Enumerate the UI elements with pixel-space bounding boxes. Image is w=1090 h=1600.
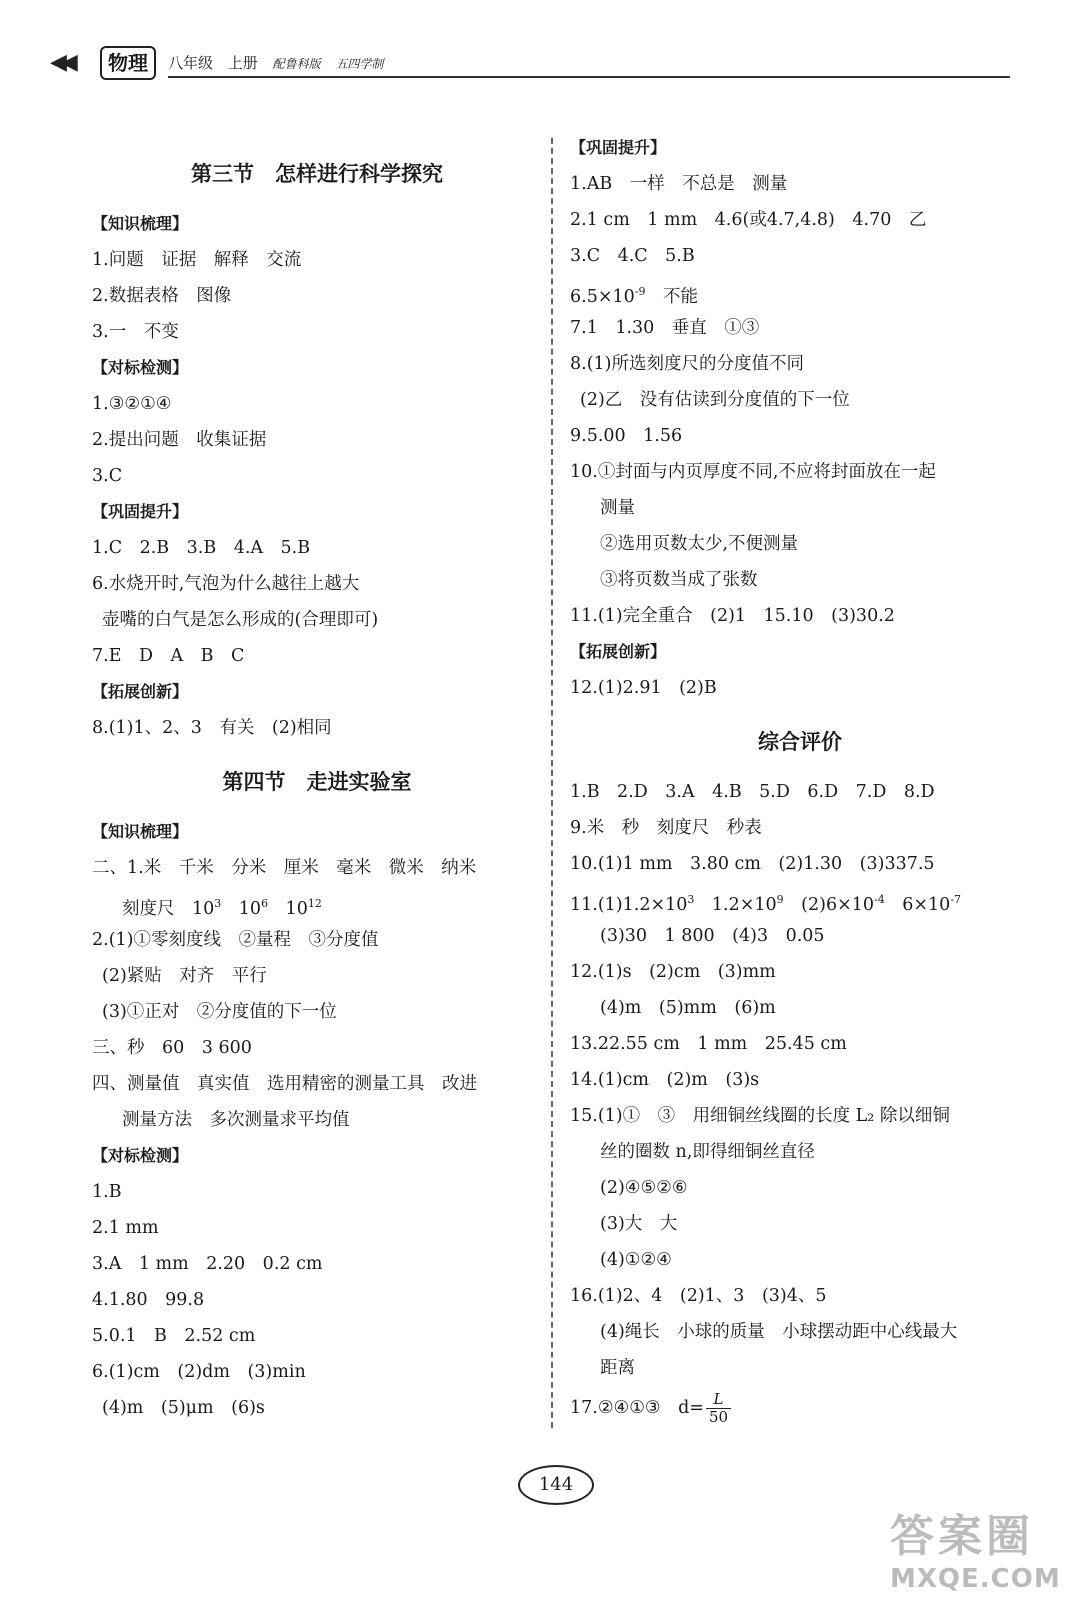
watermark-top: 答案圈 (890, 1511, 1034, 1562)
heading-check: 【对标检测】 (92, 358, 189, 377)
text-run: 17.②④①③ d= (570, 1398, 704, 1418)
answer-line: 3.A 1 mm 2.20 0.2 cm (92, 1254, 323, 1274)
heading-extend: 【拓展创新】 (92, 682, 189, 701)
answer-line: 1.C 2.B 3.B 4.A 5.B (92, 538, 311, 558)
text-run: 10 (268, 898, 308, 919)
answer-line: 14.(1)cm (2)m (3)s (570, 1070, 760, 1090)
section-title: 综合评价 (758, 730, 842, 754)
answer-line: 1.③②①④ (92, 394, 172, 414)
answer-line: 2.1 cm 1 mm 4.6(或4.7,4.8) 4.70 乙 (570, 210, 927, 230)
answer-line: 12.(1)2.91 (2)B (570, 678, 717, 698)
answer-line: (4)m (5)μm (6)s (102, 1398, 265, 1418)
answer-line: 2.提出问题 收集证据 (92, 430, 267, 450)
answer-line: 10.(1)1 mm 3.80 cm (2)1.30 (3)337.5 (570, 854, 935, 874)
answer-line: 15.(1)① ③ 用细铜丝线圈的长度 L₂ 除以细铜 (570, 1106, 950, 1126)
header-rule (168, 76, 1010, 78)
text-run: 6.5×10 (570, 286, 635, 307)
text-run: 不能 (645, 286, 698, 307)
answer-line: 6.水烧开时,气泡为什么越往上越大 (92, 574, 360, 594)
answer-line: 测量 (600, 498, 635, 518)
watermark-bottom: MXQE.COM (890, 1564, 1061, 1594)
volume-label: 上册 (227, 54, 258, 72)
answer-line: (4)①②④ (600, 1250, 672, 1270)
exponent: 9 (776, 893, 784, 906)
right-column (570, 130, 1030, 1430)
fraction (706, 1391, 731, 1426)
grade-label: 八年级 (168, 54, 214, 72)
answer-line: 10.①封面与内页厚度不同,不应将封面放在一起 (570, 462, 936, 482)
page-number: 144 (518, 1465, 594, 1505)
double-arrow-icon: ◀◀ (50, 50, 72, 75)
heading-check: 【对标检测】 (92, 1146, 189, 1165)
answer-line: 11.(1)完全重合 (2)1 15.10 (3)30.2 (570, 606, 895, 626)
subject-label: 物理 (100, 46, 156, 80)
exponent: 3 (687, 893, 695, 906)
answer-line: 测量方法 多次测量求平均值 (122, 1110, 350, 1130)
answer-line: (2)紧贴 对齐 平行 (102, 966, 267, 986)
watermark-logo (890, 1500, 1080, 1595)
text-run: 11.(1)1.2×10 (570, 894, 688, 915)
answer-line (570, 274, 1030, 310)
answer-line: 1.AB 一样 不总是 测量 (570, 174, 788, 194)
book-info (168, 52, 393, 73)
answer-line: 16.(1)2、4 (2)1、3 (3)4、5 (570, 1286, 827, 1306)
answer-line: (4)m (5)mm (6)m (600, 998, 776, 1018)
answer-line: (3)大 大 (600, 1214, 678, 1234)
exponent: 12 (307, 897, 322, 910)
answer-line: 8.(1)所选刻度尺的分度值不同 (570, 354, 804, 374)
answer-line: 二、1.米 千米 分米 厘米 毫米 微米 纳米 (92, 858, 477, 878)
answer-line: 5.0.1 B 2.52 cm (92, 1326, 256, 1346)
answer-line: 距离 (600, 1358, 635, 1378)
exponent: -7 (950, 893, 962, 906)
text-run: 1.2×10 (694, 894, 777, 915)
answer-line: 3.C (92, 466, 123, 486)
exponent: -9 (634, 285, 646, 298)
exponent: -4 (874, 893, 885, 906)
answer-line: (4)绳长 小球的质量 小球摆动距中心线最大 (600, 1322, 958, 1342)
system-label: 五四学制 (335, 57, 384, 71)
page-header (50, 44, 1010, 84)
answer-line: 2.数据表格 图像 (92, 286, 232, 306)
answer-line: 3.C 4.C 5.B (570, 246, 695, 266)
answer-line: 壶嘴的白气是怎么形成的(合理即可) (102, 610, 379, 630)
answer-line (570, 1386, 1030, 1430)
text-run: 6×10 (884, 894, 951, 915)
answer-line: 1.B (92, 1182, 122, 1202)
answer-line (92, 886, 542, 922)
answer-line: 丝的圈数 n,即得细铜丝直径 (600, 1142, 815, 1162)
exponent: 6 (261, 897, 269, 910)
answer-line: 四、测量值 真实值 选用精密的测量工具 改进 (92, 1074, 477, 1094)
heading-extend: 【拓展创新】 (570, 642, 667, 661)
answer-line: 3.一 不变 (92, 322, 179, 342)
answer-line: (2)乙 没有估读到分度值的下一位 (580, 390, 850, 410)
section-title: 第四节 走进实验室 (222, 770, 412, 794)
answer-line: 8.(1)1、2、3 有关 (2)相同 (92, 718, 332, 738)
section-title: 第三节 怎样进行科学探究 (191, 162, 443, 186)
text-run: 刻度尺 10 (122, 898, 215, 919)
heading-consolidate: 【巩固提升】 (570, 138, 667, 157)
answer-line: 6.(1)cm (2)dm (3)min (92, 1362, 306, 1382)
column-divider (551, 138, 553, 1428)
answer-line: 1.B 2.D 3.A 4.B 5.D 6.D 7.D 8.D (570, 782, 935, 802)
answer-line: (2)④⑤②⑥ (600, 1178, 688, 1198)
answer-line: 9.5.00 1.56 (570, 426, 683, 446)
answer-line: (3)①正对 ②分度值的下一位 (102, 1002, 337, 1022)
text-run: 10 (221, 898, 262, 919)
heading-knowledge: 【知识梳理】 (92, 214, 189, 233)
left-column (92, 130, 542, 1426)
answer-line: 4.1.80 99.8 (92, 1290, 205, 1310)
text-run: (2)6×10 (783, 894, 875, 915)
answer-line: 1.问题 证据 解释 交流 (92, 250, 302, 270)
edition-label: 配鲁科版 (272, 57, 321, 71)
answer-line: 2.(1)①零刻度线 ②量程 ③分度值 (92, 930, 379, 950)
answer-line: 三、秒 60 3 600 (92, 1038, 252, 1058)
answer-line: 12.(1)s (2)cm (3)mm (570, 962, 776, 982)
heading-consolidate: 【巩固提升】 (92, 502, 189, 521)
exponent: 3 (214, 897, 222, 910)
answer-line: (3)30 1 800 (4)3 0.05 (600, 926, 825, 946)
answer-line: ②选用页数太少,不便测量 (600, 534, 799, 554)
heading-knowledge: 【知识梳理】 (92, 822, 189, 841)
answer-line (570, 882, 1030, 918)
answer-line: 9.米 秒 刻度尺 秒表 (570, 818, 762, 838)
fraction-numerator: L (706, 1391, 731, 1409)
answer-line: 13.22.55 cm 1 mm 25.45 cm (570, 1034, 847, 1054)
answer-line: 7.E D A B C (92, 646, 245, 666)
fraction-denominator: 50 (708, 1408, 729, 1426)
answer-line: ③将页数当成了张数 (600, 570, 758, 590)
answer-line: 7.1 1.30 垂直 ①③ (570, 318, 760, 338)
answer-line: 2.1 mm (92, 1218, 159, 1238)
